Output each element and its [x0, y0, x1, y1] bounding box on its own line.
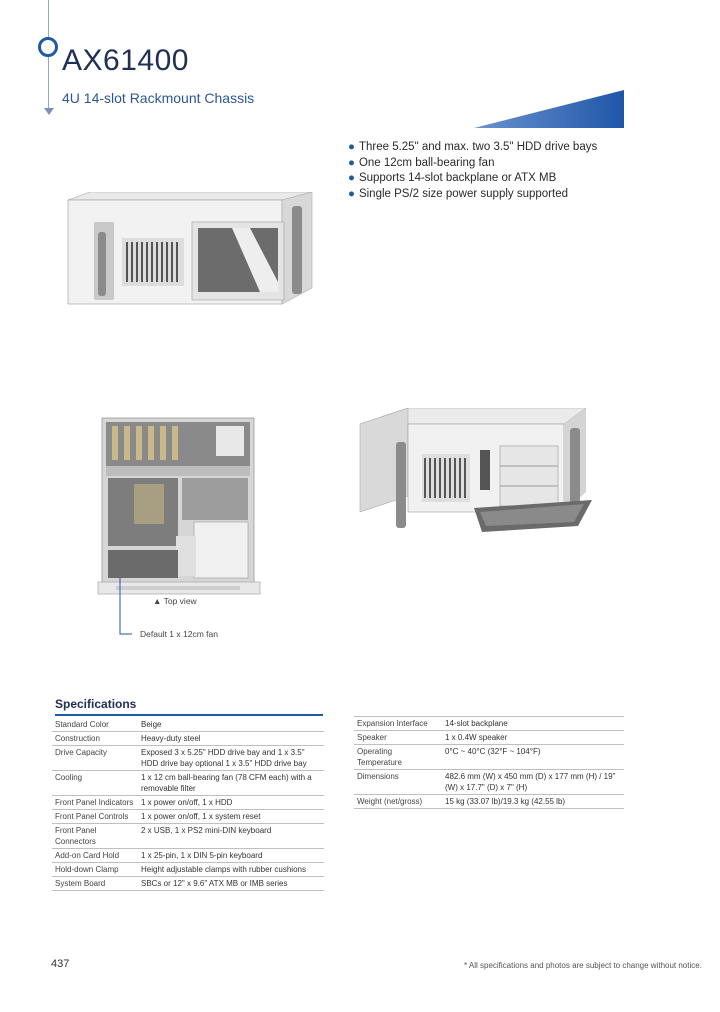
page-title: AX61400	[62, 44, 189, 77]
spec-table-right	[354, 716, 624, 809]
list-item: ● Three 5.25" and max. two 3.5" HDD drive bays	[348, 141, 598, 153]
table-row: Standard Color Beige	[52, 718, 324, 732]
table-row: Hold-down Clamp Height adjustable clamps with rubber cushions	[52, 863, 324, 877]
feature-list	[348, 140, 597, 202]
list-item: ● Single PS/2 size power supply supported	[348, 187, 568, 200]
page-number: 437	[51, 958, 70, 970]
chassis-open-door-image	[356, 408, 596, 538]
table-row: Front Panel Indicators 1 x power on/off, 1 x HDD	[52, 796, 324, 810]
spec-table-left	[52, 718, 324, 891]
arrow-down-icon	[44, 108, 54, 115]
list-item: ● Supports 14-slot backplane or ATX MB	[348, 172, 557, 184]
chassis-front-image	[60, 192, 320, 310]
table-row: Dimensions 482.6 mm (W) x 450 mm (D) x 177 mm (H) / 19" (W) x 17.7" (D) x 7" (H)	[354, 770, 624, 795]
blue-banner	[474, 90, 624, 128]
table-row: Construction Heavy-duty steel	[52, 732, 324, 746]
table-row: Operating Temperature 0°C ~ 40°C (32°F ~ 104°F)	[354, 745, 624, 770]
footnote: * All specifications and photos are subject to change without notice.	[464, 961, 702, 970]
table-row: Weight (net/gross) 15 kg (33.07 lb)/19.3 kg (42.55 lb)	[354, 795, 624, 809]
table-row: System Board SBCs or 12" x 9.6" ATX MB or IMB series	[52, 877, 324, 891]
table-row: Speaker 1 x 0.4W speaker	[354, 731, 624, 745]
chassis-top-view-image	[96, 414, 266, 604]
table-row: Expansion Interface 14-slot backplane	[354, 717, 624, 731]
page-subtitle: 4U 14-slot Rackmount Chassis	[62, 90, 255, 106]
table-row: Front Panel Connectors 2 x USB, 1 x PS2 mini-DIN keyboard	[52, 824, 324, 849]
fan-caption: Default 1 x 12cm fan	[140, 629, 218, 639]
table-row: Cooling 1 x 12 cm ball-bearing fan (78 CFM each) with a removable filter	[52, 771, 324, 796]
circle-marker-icon	[38, 37, 58, 57]
table-row: Add-on Card Hold 1 x 25-pin, 1 x DIN 5-pin keyboard	[52, 849, 324, 863]
specifications-rule	[55, 714, 323, 716]
callout-leader-line	[112, 578, 132, 638]
table-row: Drive Capacity Exposed 3 x 5.25" HDD drive bay and 1 x 3.5" HDD drive bay optional 1 x 3.5" HDD drive bay	[52, 746, 324, 771]
list-item: ● One 12cm ball-bearing fan	[348, 156, 495, 169]
top-view-caption: ▲ Top view	[153, 596, 197, 606]
table-row: Front Panel Controls 1 x power on/off, 1 x system reset	[52, 810, 324, 824]
specifications-heading: Specifications	[55, 697, 137, 711]
